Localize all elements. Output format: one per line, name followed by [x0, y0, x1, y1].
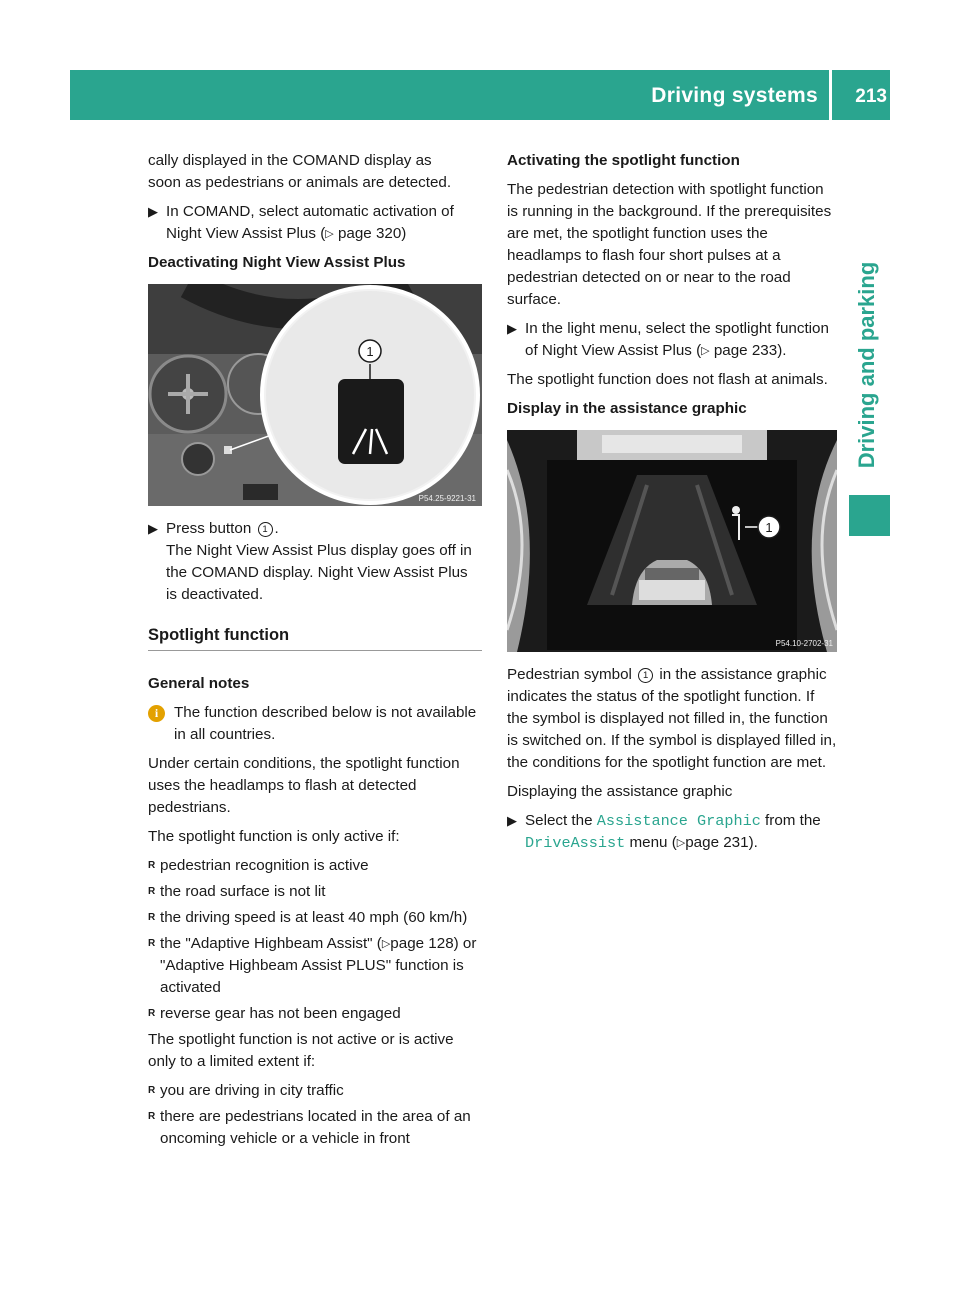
- page-number: 213: [855, 86, 887, 107]
- paragraph: The spotlight function is not active or is active only to a limited extent if:: [148, 1031, 454, 1070]
- page-ref-icon: ▷: [381, 938, 391, 950]
- bullet-icon: R: [148, 1008, 156, 1019]
- list-item: R pedestrian recognition is active: [148, 855, 482, 877]
- paragraph: The pedestrian detection with spotlight function is running in the background. If the prerequisites are met, the spotlight function uses the headlamps to flash four short pulses at a pedestrian detected on or near to the road surface.: [507, 181, 832, 308]
- page-ref-icon: ▷: [325, 228, 334, 240]
- page-ref-link[interactable]: page 320): [337, 225, 407, 242]
- step-instruction: ▶ In COMAND, select automatic activation of Night View Assist Plus (▷ page 320): [148, 203, 454, 242]
- right-column: [507, 150, 837, 861]
- info-note: i The function described below is not available in all countries.: [148, 702, 482, 746]
- side-tab-block: [849, 495, 890, 536]
- paragraph: Under certain conditions, the spotlight function uses the headlamps to flash at detected pedestrians.: [148, 755, 460, 816]
- bullet-icon: R: [148, 938, 156, 949]
- page-ref-icon: ▷: [676, 837, 686, 849]
- step-arrow-icon: ▶: [507, 813, 517, 828]
- deactivating-heading: Deactivating Night View Assist Plus: [148, 254, 406, 271]
- list-item: R the "Adaptive Highbeam Assist" (▷page 128) or "Adaptive Highbeam Assist PLUS" function is activated: [148, 935, 477, 996]
- section-divider: [148, 650, 482, 651]
- step-instruction: ▶ Select the Assistance Graphic from the DriveAssist menu (▷page 231).: [507, 812, 821, 852]
- list-item: R you are driving in city traffic: [148, 1080, 482, 1102]
- step-arrow-icon: ▶: [507, 321, 517, 336]
- step-instruction: ▶ Press button 1 . The Night View Assist Plus display goes off in the COMAND display. Night View Assist Plus is deactivated.: [148, 520, 472, 603]
- page-ref-link[interactable]: page 128) or "Adaptive Highbeam Assist PLUS" function is activated: [160, 935, 477, 996]
- paragraph: Pedestrian symbol 1 in the assistance graphic indicates the status of the spotlight function. If the symbol is displayed not filled in, the function is switched on. If the symbol is displayed filled in, the conditions for the spotlight function are met.: [507, 666, 837, 771]
- info-icon: i: [148, 705, 165, 722]
- list-item: R the road surface is not lit: [148, 881, 482, 903]
- step-arrow-icon: ▶: [148, 204, 158, 219]
- list-item: R the driving speed is at least 40 mph (60 km/h): [148, 907, 482, 929]
- list-item: R there are pedestrians located in the area of an oncoming vehicle or a vehicle in front: [148, 1108, 471, 1147]
- callout-number-icon: 1: [638, 668, 653, 683]
- menu-drive-assist[interactable]: DriveAssist: [525, 834, 626, 852]
- paragraph: The spotlight function does not flash at animals.: [507, 371, 828, 388]
- paragraph: Displaying the assistance graphic: [507, 783, 733, 800]
- header-divider: [829, 70, 832, 120]
- section-title: Driving systems: [651, 84, 818, 107]
- page-ref-icon: ▷: [701, 345, 710, 357]
- bullet-icon: R: [148, 860, 156, 871]
- page-ref-link[interactable]: page 231).: [685, 834, 758, 851]
- figure-code: P54.10-2702-31: [775, 639, 833, 648]
- menu-item-assistance-graphic[interactable]: Assistance Graphic: [596, 812, 761, 830]
- display-heading: Display in the assistance graphic: [507, 400, 747, 417]
- assistance-graphic-figure: [507, 430, 837, 652]
- bullet-icon: R: [148, 912, 156, 923]
- figure-callout-1: 1: [765, 520, 773, 535]
- bullet-icon: R: [148, 1085, 156, 1096]
- intro-text: cally displayed in the COMAND display as soon as pedestrians or animals are detected.: [148, 152, 452, 191]
- dashboard-button-figure: [148, 284, 482, 506]
- side-tab: [847, 250, 887, 480]
- general-notes-heading: General notes: [148, 675, 250, 692]
- step-result-text: The Night View Assist Plus display goes off in the COMAND display. Night View Assist Plus is deactivated.: [166, 542, 472, 603]
- figure-code: P54.25-9221-31: [418, 494, 476, 503]
- side-tab-label: Driving and parking: [854, 261, 879, 469]
- spotlight-heading: Spotlight function: [148, 626, 290, 644]
- page-ref-link[interactable]: page 233).: [713, 342, 787, 359]
- step-arrow-icon: ▶: [148, 521, 158, 536]
- bullet-icon: R: [148, 1111, 156, 1122]
- bullet-icon: R: [148, 886, 156, 897]
- activating-heading: Activating the spotlight function: [507, 152, 740, 169]
- callout-number-icon: 1: [258, 522, 273, 537]
- step-instruction: ▶ In the light menu, select the spotlight function of Night View Assist Plus (▷ page 233).: [507, 320, 829, 359]
- page-header: [70, 70, 890, 120]
- paragraph: The spotlight function is only active if:: [148, 828, 400, 845]
- list-item: R reverse gear has not been engaged: [148, 1003, 482, 1025]
- left-column: [148, 150, 482, 1154]
- figure-callout-1: 1: [366, 344, 374, 359]
